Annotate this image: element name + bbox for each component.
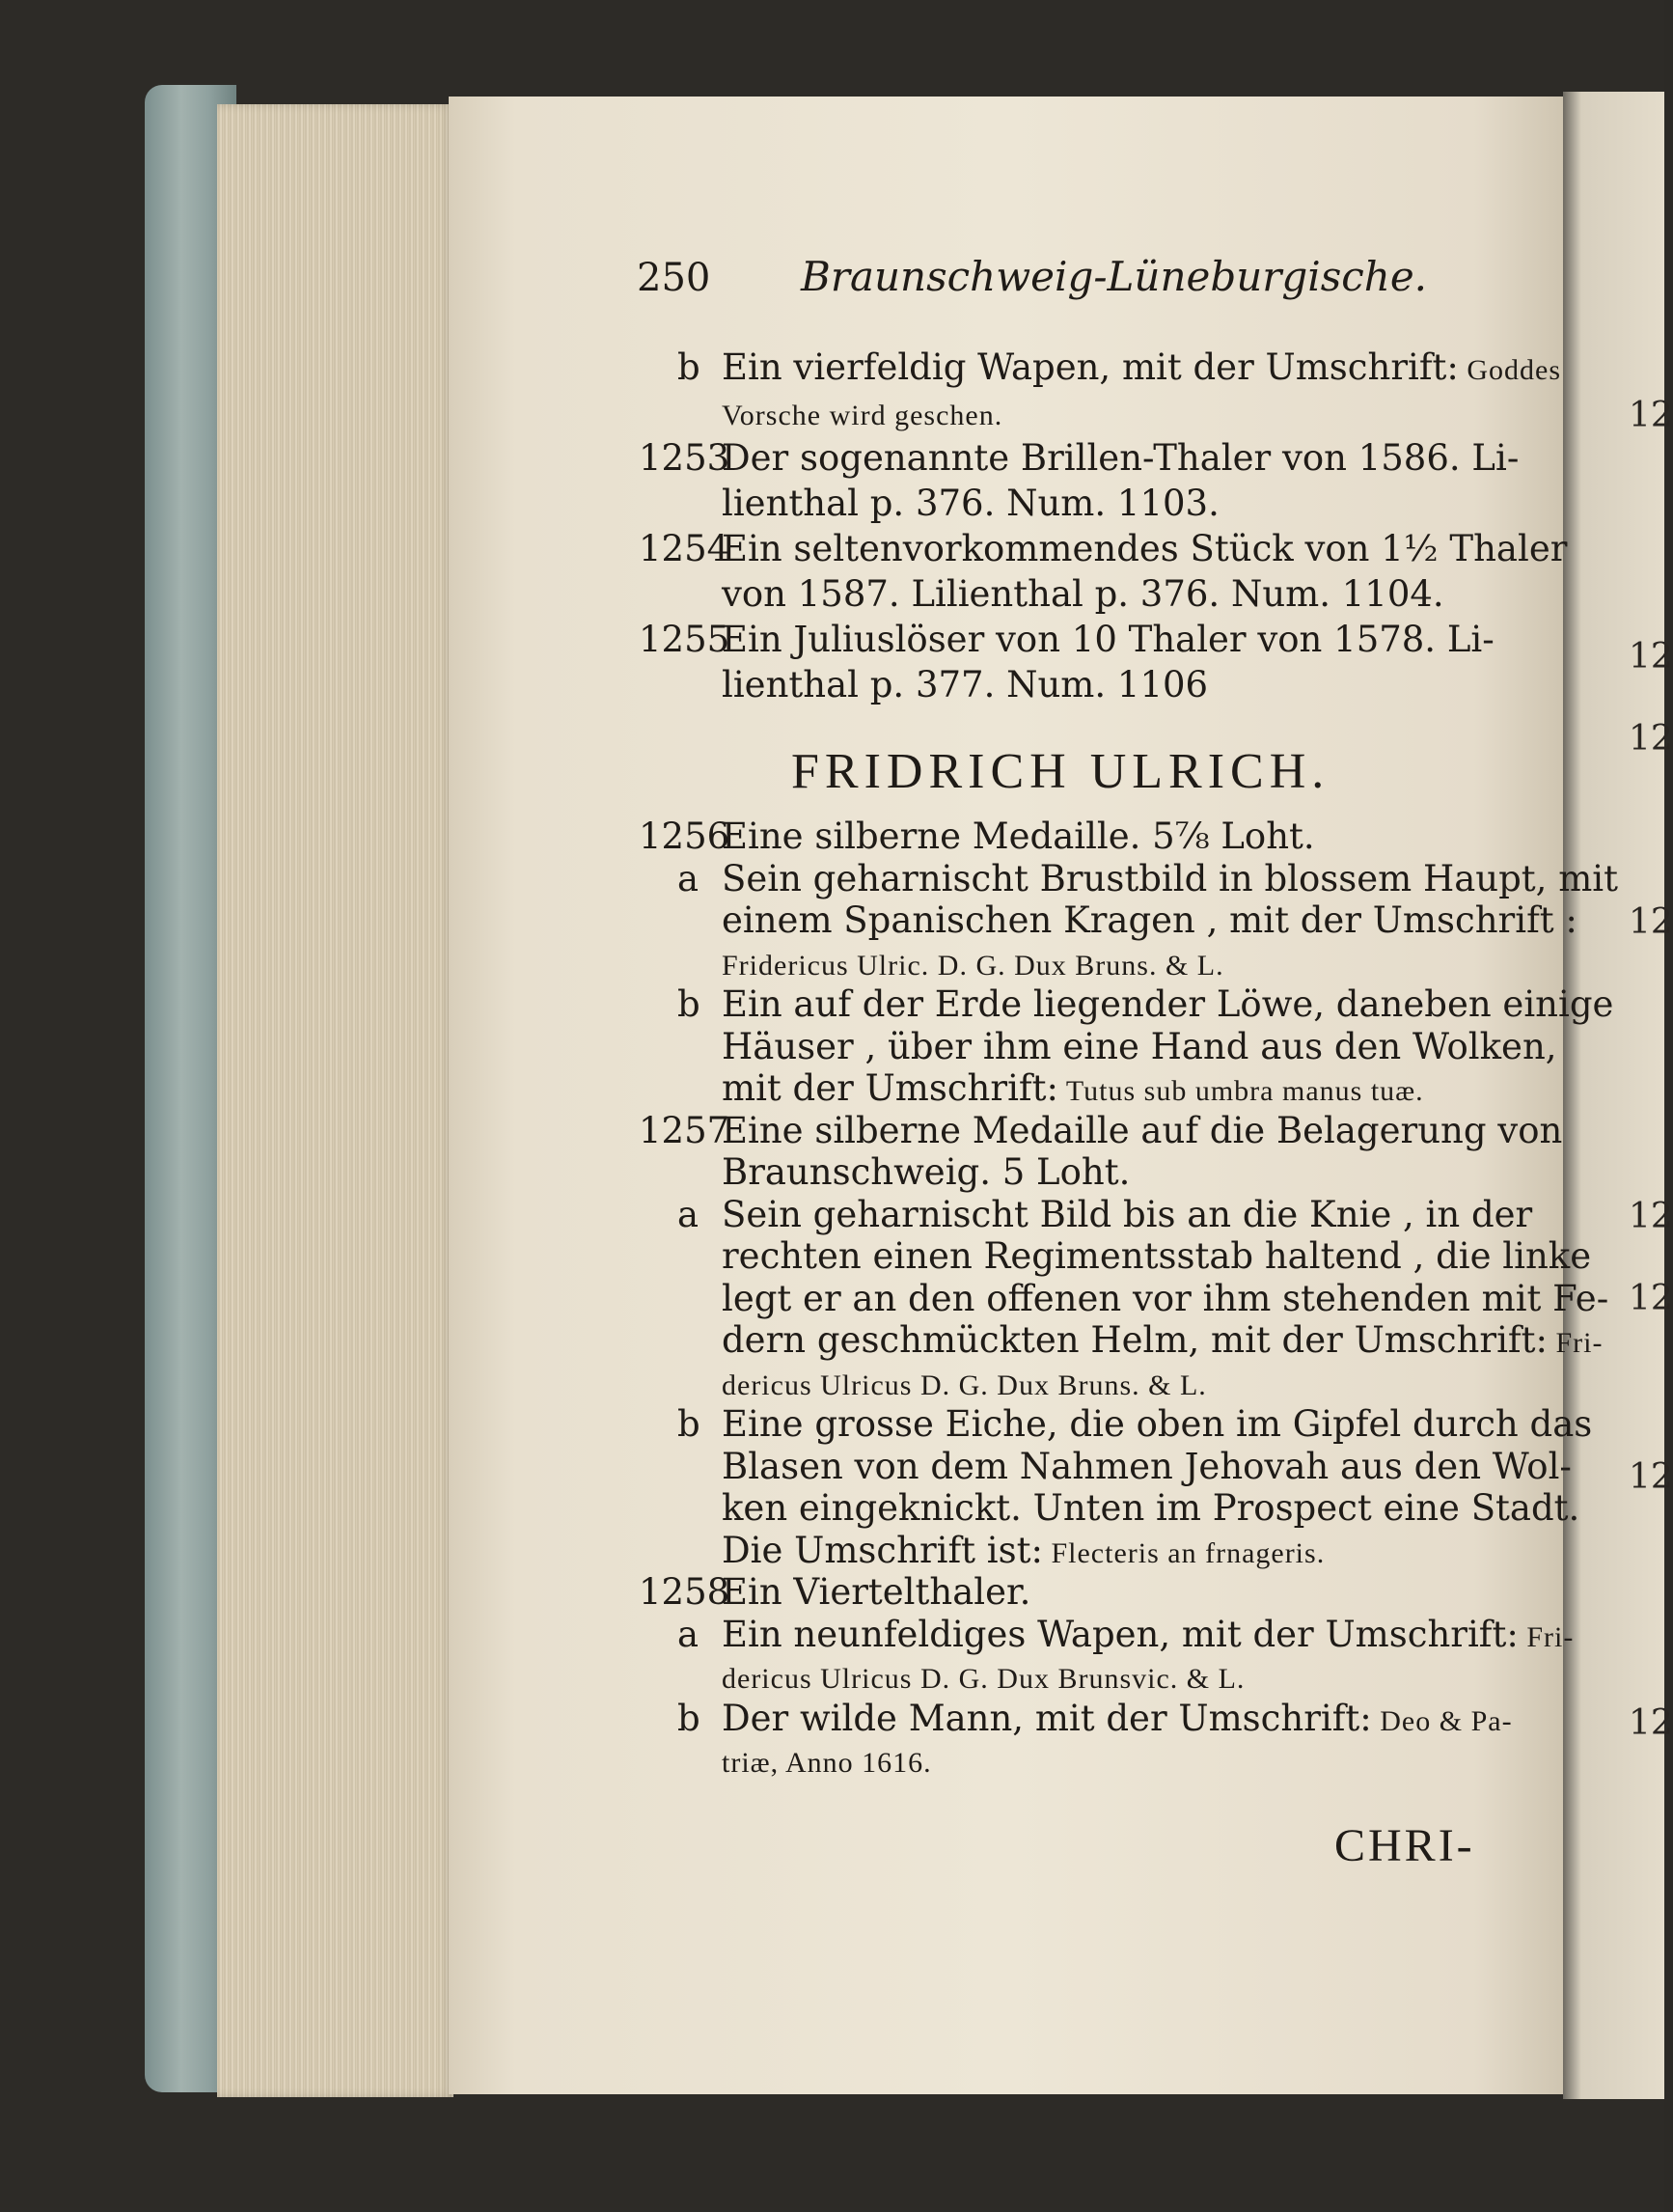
entry-text: legt er an den offenen vor ihm stehenden mit Fe- — [722, 1277, 1609, 1319]
entry-line — [722, 945, 1224, 981]
page-number: 250 — [637, 256, 711, 300]
entry-line — [722, 1697, 1513, 1739]
entry-text: Ein Viertelthaler. — [722, 1571, 1031, 1613]
entry-text: Sein geharnischt Bild bis an die Knie , in der — [722, 1193, 1533, 1235]
entry-text: Blasen von dem Nahmen Jehovah aus den Wol- — [722, 1445, 1572, 1487]
latin-inscription: Fri- — [1547, 1327, 1604, 1359]
entry-text: Ein vierfeldig Wapen, mit der Umschrift: — [722, 346, 1459, 388]
entry-key: b — [677, 1697, 700, 1739]
entry-text: Sein geharnischt Brustbild in blossem Haupt, mit — [722, 857, 1618, 899]
entry-key: 1253 — [639, 437, 730, 479]
entry-line — [722, 1571, 1031, 1613]
entry-key: b — [677, 346, 700, 388]
entry-line — [722, 1445, 1572, 1487]
entry-text: von 1587. Lilienthal p. 376. Num. 1104. — [722, 573, 1444, 615]
entry-key: 1257 — [639, 1109, 730, 1151]
entry-line — [722, 1235, 1592, 1277]
entry-line — [722, 1277, 1609, 1319]
entry-line — [722, 1529, 1326, 1571]
entry-line — [722, 1742, 932, 1778]
entry-text: Ein seltenvorkommendes Stück von 1½ Thaler — [722, 528, 1568, 569]
entry-key: 1258 — [639, 1571, 730, 1613]
entry-line — [722, 528, 1568, 569]
entry-text: Eine silberne Medaille auf die Belagerung von — [722, 1109, 1563, 1151]
facing-page-number: 12 — [1629, 637, 1673, 677]
entry-text: Eine silberne Medaille. 5⅞ Loht. — [722, 816, 1315, 857]
latin-inscription: Flecteris an frnageris. — [1042, 1536, 1326, 1569]
entry-key: 1255 — [639, 619, 730, 660]
entry-text: Ein auf der Erde liegender Löwe, daneben einige — [722, 983, 1614, 1025]
entry-key: a — [677, 1613, 699, 1655]
latin-inscription: Fridericus Ulric. D. G. Dux Bruns. & L. — [722, 949, 1224, 982]
facing-page-number: 12 — [1629, 396, 1673, 435]
entry-key: b — [677, 983, 700, 1025]
entry-text: Der wilde Mann, mit der Umschrift: — [722, 1697, 1372, 1739]
entry-line — [722, 1193, 1533, 1235]
entry-line — [722, 983, 1614, 1025]
latin-inscription: dericus Ulricus D. G. Dux Brunsvic. & L. — [722, 1663, 1246, 1695]
latin-inscription: Goddes — [1458, 354, 1562, 386]
entry-text: mit der Umschrift: — [722, 1067, 1058, 1109]
entry-key: a — [677, 857, 699, 899]
running-head: Braunschweig-Lüneburgische. — [801, 253, 1428, 300]
entry-line — [722, 1109, 1563, 1151]
facing-page-number: 12 — [1629, 1197, 1673, 1236]
entry-text: rechten einen Regimentsstab haltend , die linke — [722, 1235, 1592, 1277]
facing-page-number: 12 — [1629, 902, 1673, 942]
entry-key: a — [677, 1193, 699, 1235]
entry-line — [722, 483, 1220, 524]
entry-line — [722, 437, 1520, 479]
entry-text: lienthal p. 377. Num. 1106 — [722, 664, 1209, 705]
entry-line — [722, 899, 1577, 941]
facing-page-number: 12 — [1629, 1279, 1673, 1318]
page-block-edges — [217, 104, 453, 2097]
entry-text: Braunschweig. 5 Loht. — [722, 1151, 1131, 1193]
entry-key: 1256 — [639, 816, 730, 857]
entry-text: Die Umschrift ist: — [722, 1529, 1043, 1571]
entry-line — [722, 1319, 1604, 1361]
entry-key: b — [677, 1403, 700, 1445]
facing-page-edge — [1563, 92, 1664, 2099]
entry-line — [722, 619, 1495, 660]
entry-line — [722, 1151, 1131, 1193]
entry-line — [722, 395, 1002, 430]
entry-text: einem Spanischen Kragen , mit der Umschrift : — [722, 899, 1577, 941]
entry-text: Häuser , über ihm eine Hand aus den Wolken, — [722, 1025, 1557, 1067]
entry-text: Ein Juliuslöser von 10 Thaler von 1578. Li- — [722, 619, 1495, 660]
facing-page-number: 12 — [1629, 719, 1673, 759]
entry-text: Ein neunfeldiges Wapen, mit der Umschrift: — [722, 1613, 1519, 1655]
entry-text: dern geschmückten Helm, mit der Umschrift: — [722, 1319, 1548, 1361]
latin-inscription: triæ, Anno 1616. — [722, 1747, 932, 1779]
entry-line — [722, 816, 1315, 857]
entry-line — [722, 857, 1618, 899]
entry-line — [722, 573, 1444, 615]
entry-line — [722, 1025, 1557, 1067]
entry-line — [722, 1613, 1575, 1655]
entry-text: Eine grosse Eiche, die oben im Gipfel durch das — [722, 1403, 1593, 1445]
facing-page-number: 12 — [1629, 1457, 1673, 1497]
latin-inscription: Fri- — [1518, 1620, 1575, 1653]
entry-text: Der sogenannte Brillen-Thaler von 1586. Li- — [722, 437, 1520, 479]
entry-line — [722, 1067, 1424, 1109]
entry-line — [722, 1403, 1593, 1445]
entry-text: lienthal p. 376. Num. 1103. — [722, 483, 1220, 524]
section-heading: FRIDRICH ULRICH. — [791, 744, 1330, 799]
entry-line — [722, 664, 1209, 705]
latin-inscription: Vorsche wird geschen. — [722, 400, 1003, 431]
latin-inscription: Deo & Pa- — [1371, 1704, 1513, 1737]
entry-line — [722, 1487, 1580, 1529]
facing-page-number: 12 — [1629, 1703, 1673, 1743]
latin-inscription: Tutus sub umbra manus tuæ. — [1057, 1075, 1424, 1107]
latin-inscription: dericus Ulricus D. G. Dux Bruns. & L. — [722, 1369, 1207, 1401]
entry-line — [722, 1658, 1245, 1694]
entry-text: ken eingeknickt. Unten im Prospect eine Stadt. — [722, 1487, 1580, 1529]
entry-line — [722, 1365, 1207, 1400]
entry-line — [722, 346, 1562, 388]
entry-key: 1254 — [639, 528, 730, 569]
catchword: CHRI- — [1334, 1820, 1475, 1871]
